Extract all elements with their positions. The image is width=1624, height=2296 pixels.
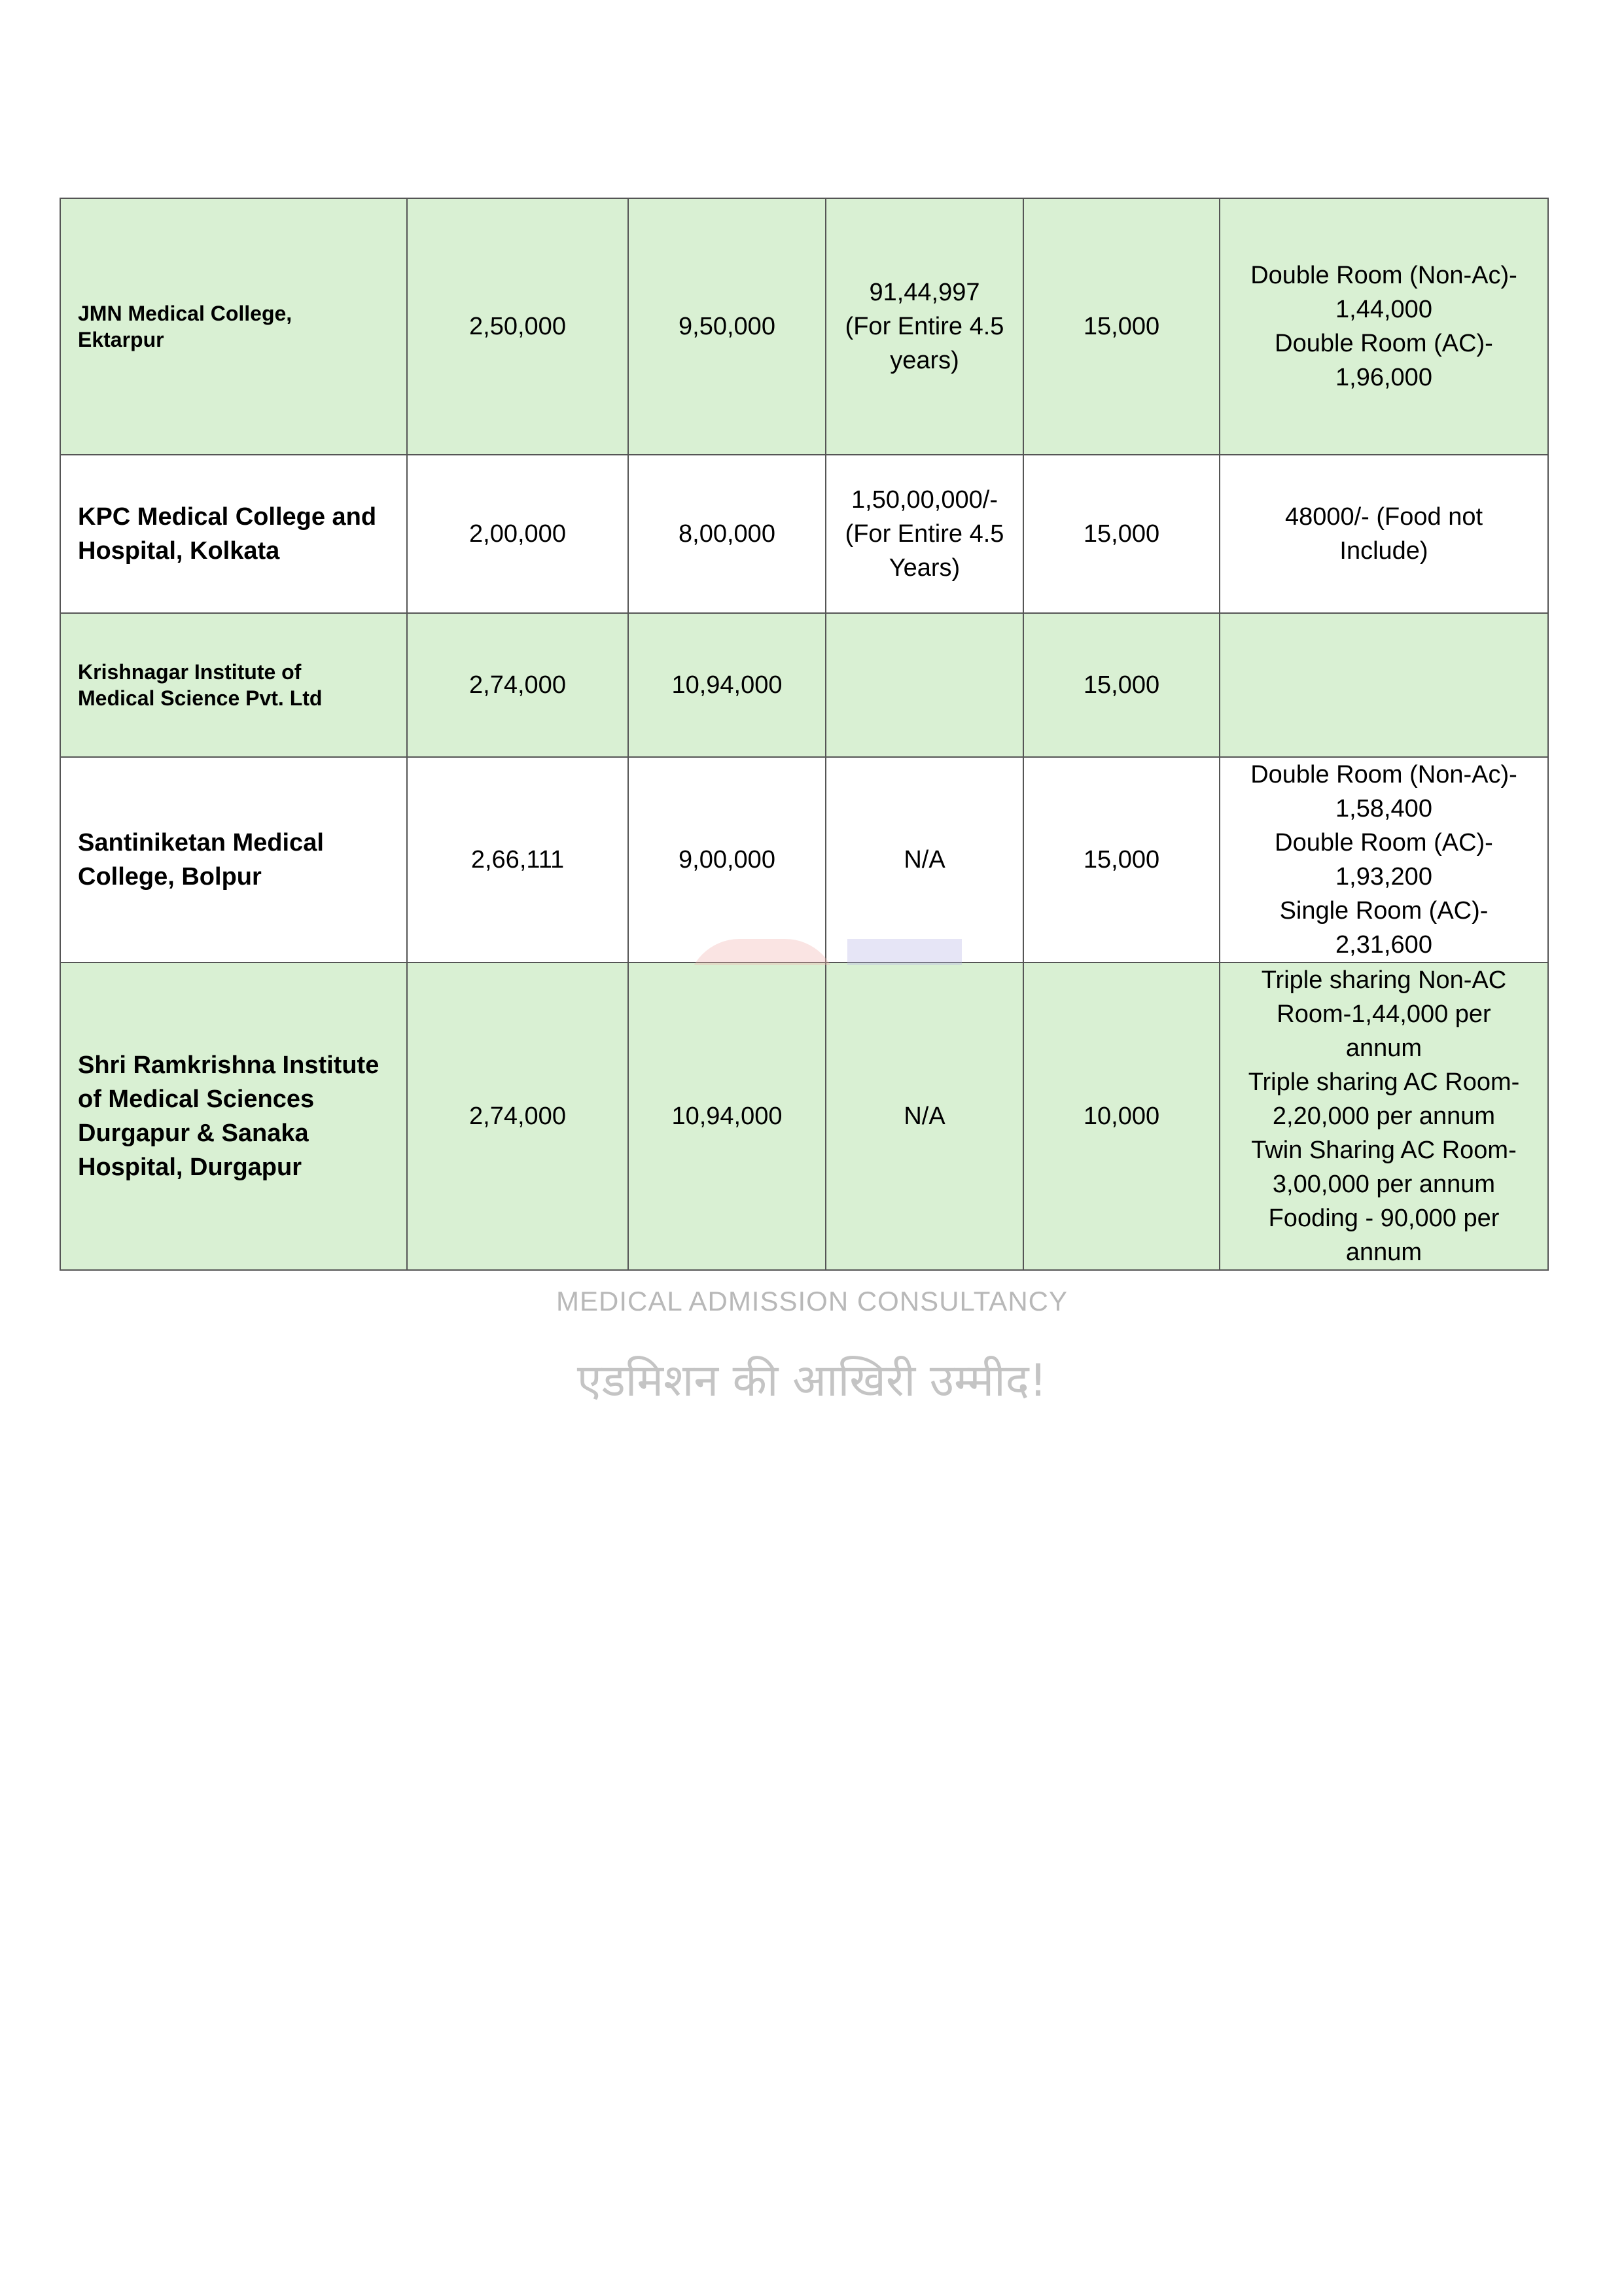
watermark-tagline: एडमिशन की आखिरी उम्मीद!	[576, 1355, 1048, 1407]
fee-cell: 2,00,000	[407, 455, 628, 613]
fee-cell: 8,00,000	[628, 455, 826, 613]
fee-cell: 10,94,000	[628, 963, 826, 1270]
fee-cell: 15,000	[1023, 198, 1220, 455]
fee-cell: 15,000	[1023, 613, 1220, 757]
fee-cell: 10,000	[1023, 963, 1220, 1270]
college-name: JMN Medical College, Ektarpur	[60, 198, 407, 455]
watermark-text: MEDICAL ADMISSION CONSULTANCY	[556, 1286, 1068, 1316]
fee-cell: N/A	[826, 757, 1023, 963]
fee-cell: 2,74,000	[407, 613, 628, 757]
fee-cell: 15,000	[1023, 757, 1220, 963]
hostel-fee-cell: Double Room (Non-Ac)- 1,44,000 Double Room (AC)- 1,96,000	[1220, 198, 1548, 455]
fee-cell	[826, 613, 1023, 757]
table-row	[60, 198, 1548, 455]
college-name: Santiniketan Medical College, Bolpur	[60, 757, 407, 963]
watermark-logo-blue-shape	[847, 939, 962, 965]
watermark-logo-red-shape	[687, 939, 838, 965]
hostel-fee-cell: 48000/- (Food not Include)	[1220, 455, 1548, 613]
table-row	[60, 963, 1548, 1270]
hostel-fee-cell: Double Room (Non-Ac)- 1,58,400 Double Room (AC)- 1,93,200 Single Room (AC)- 2,31,600	[1220, 757, 1548, 963]
fee-cell: 2,66,111	[407, 757, 628, 963]
fee-cell: 1,50,00,000/- (For Entire 4.5 Years)	[826, 455, 1023, 613]
fee-cell: 91,44,997 (For Entire 4.5 years)	[826, 198, 1023, 455]
table-row	[60, 757, 1548, 963]
fee-cell: 2,50,000	[407, 198, 628, 455]
fee-cell: 10,94,000	[628, 613, 826, 757]
fee-table	[60, 198, 1549, 1271]
watermark-logo	[687, 939, 962, 965]
college-name: Shri Ramkrishna Institute of Medical Sciences Durgapur & Sanaka Hospital, Durgapur	[60, 963, 407, 1270]
college-name: Krishnagar Institute of Medical Science Pvt. Ltd	[60, 613, 407, 757]
college-name: KPC Medical College and Hospital, Kolkata	[60, 455, 407, 613]
fee-cell: 9,00,000	[628, 757, 826, 963]
fee-cell: N/A	[826, 963, 1023, 1270]
hostel-fee-cell	[1220, 613, 1548, 757]
hostel-fee-cell: Triple sharing Non-AC Room-1,44,000 per annum Triple sharing AC Room- 2,20,000 per annum Twin Sharing AC Room- 3,00,000 per annum Fooding - 90,000 per annum	[1220, 963, 1548, 1270]
fee-cell: 2,74,000	[407, 963, 628, 1270]
table-row	[60, 455, 1548, 613]
table-row	[60, 613, 1548, 757]
fee-cell: 15,000	[1023, 455, 1220, 613]
fee-cell: 9,50,000	[628, 198, 826, 455]
